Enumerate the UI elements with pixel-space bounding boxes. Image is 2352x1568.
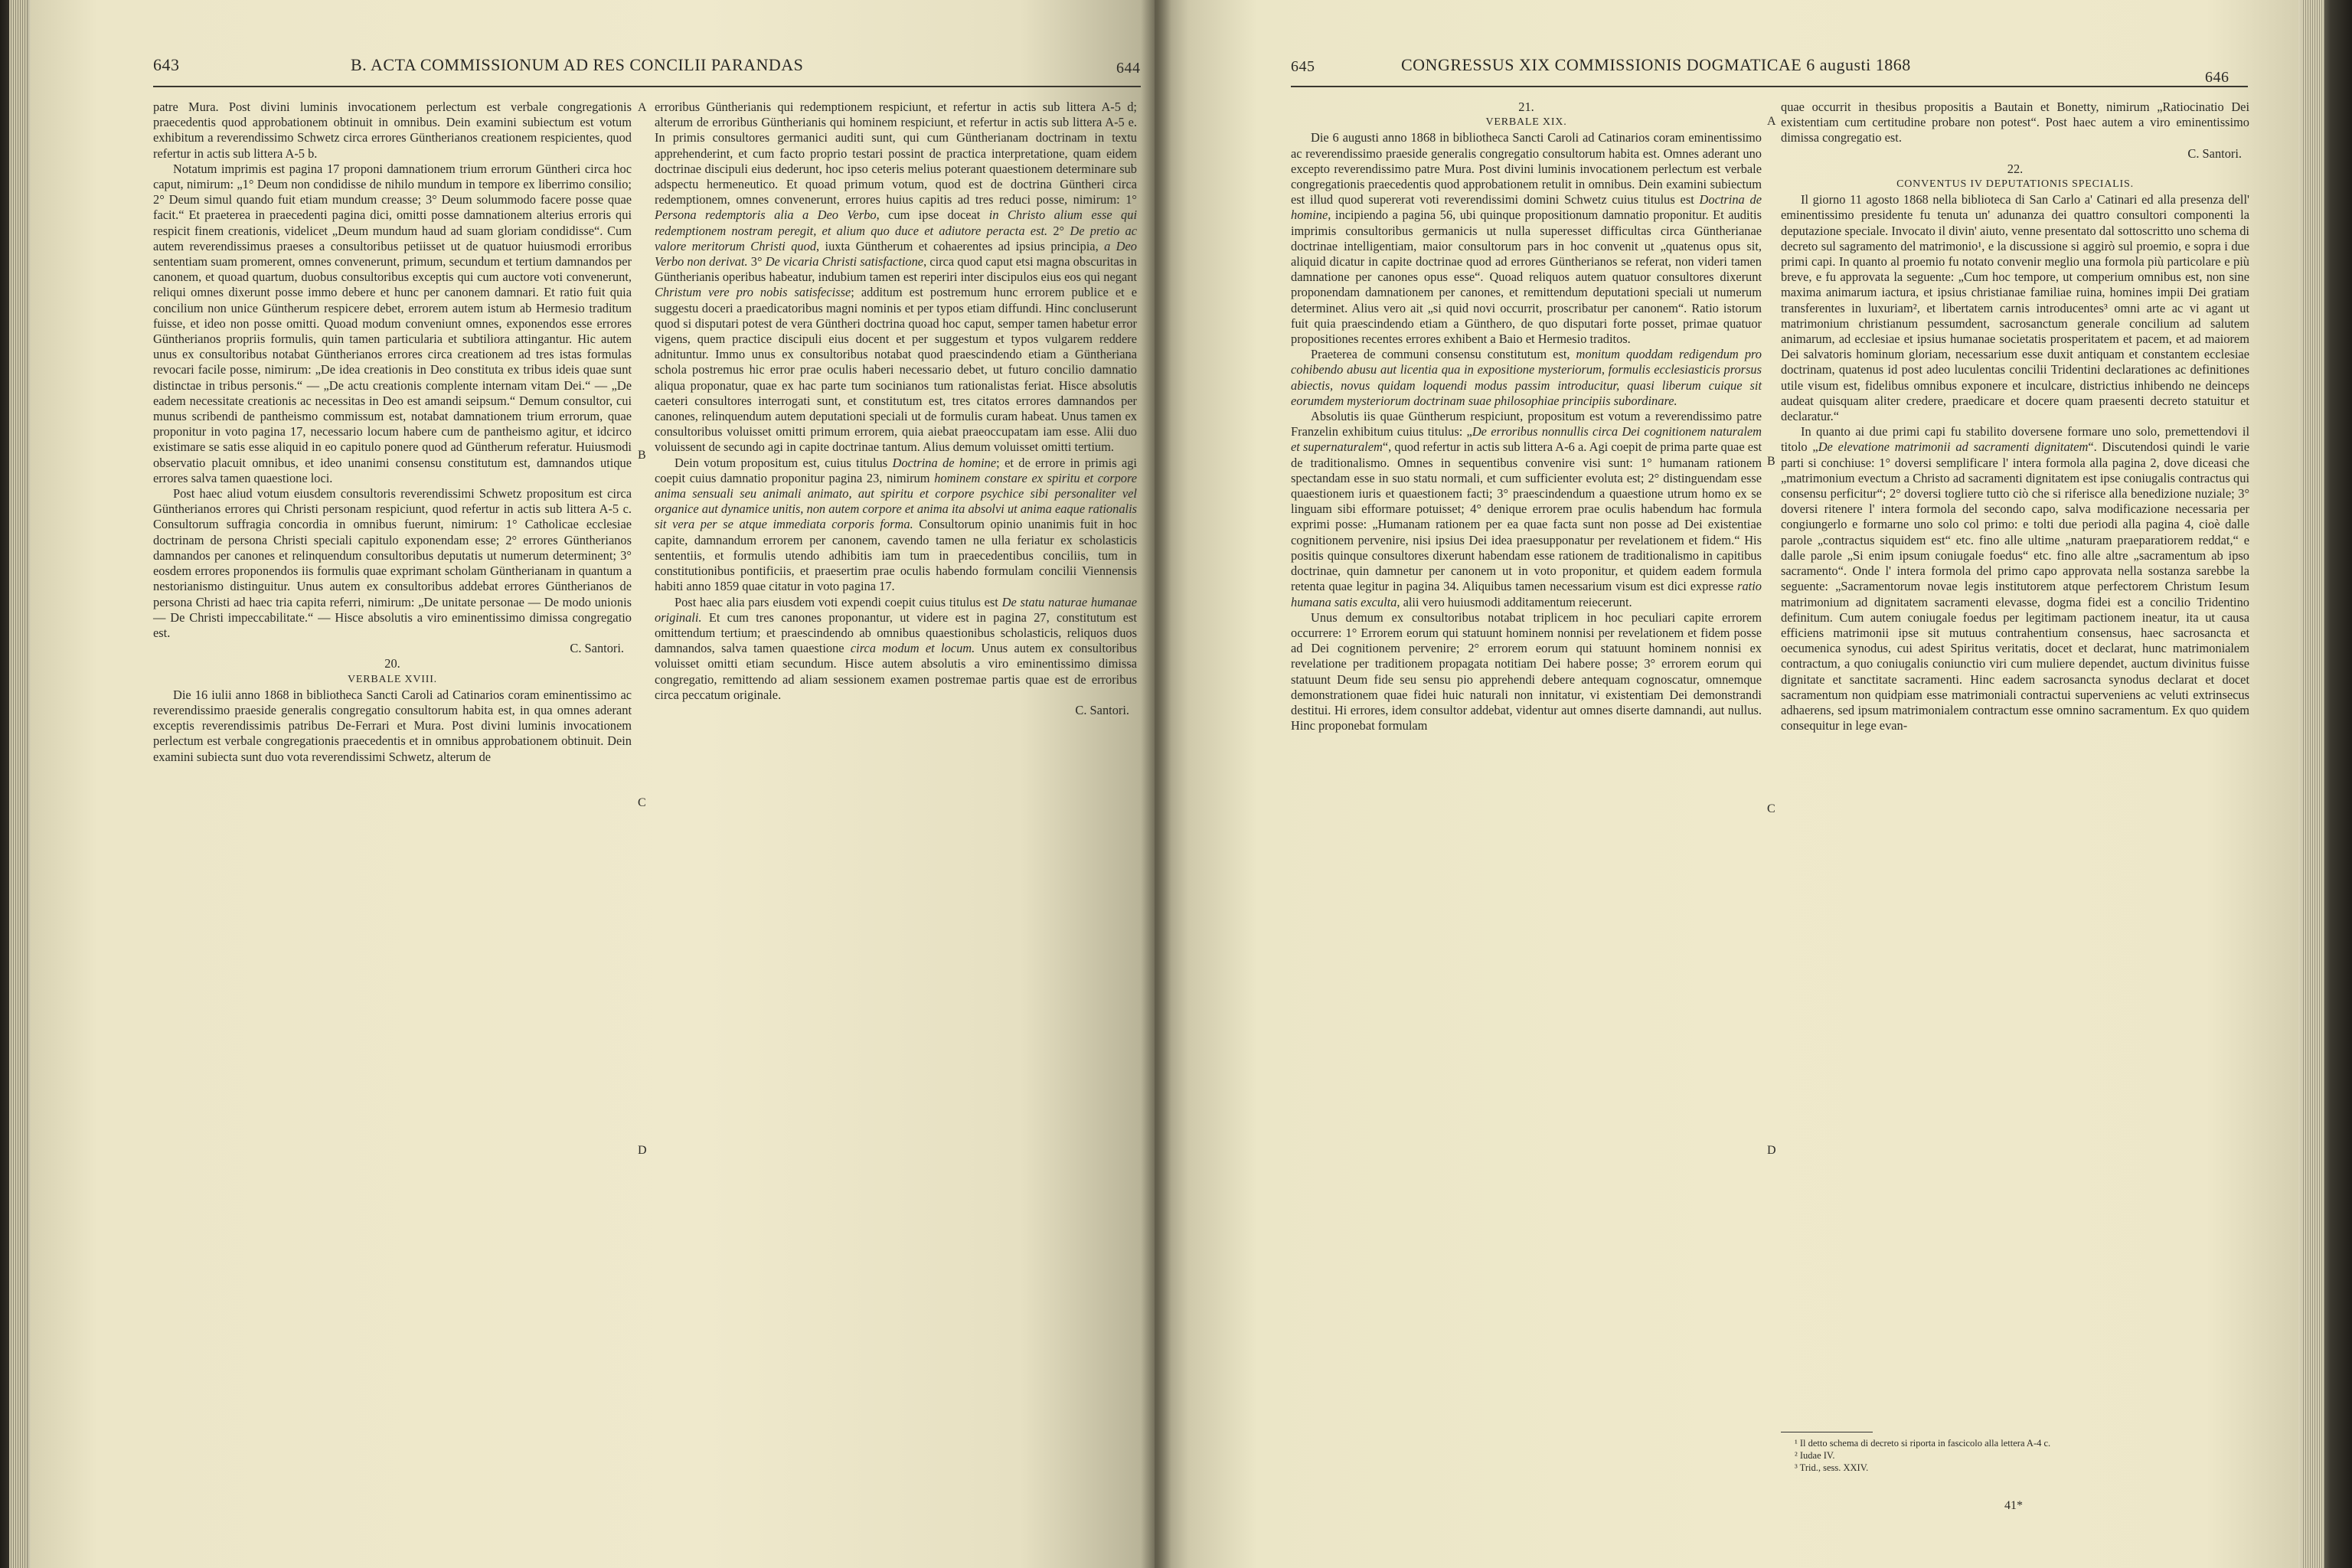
paragraph: Dein votum propositum est, cuius titulus Doctrina de homine; et de errore in primis agi coepit cuius damnatio proponitur pagina 23, nimirum hominem constare ex spiritu et corpore anima sensuali seu animali animato, aut spiritu et corpore psychice sibi personaliter vel organice aut dynamice unitis, non autem corpore et anima ita absolvi ut anima eaque rationalis sit vera per se atque immediata corporis forma. Consultorum opinio unanimis fuit in hoc capite, damnandum errorem per canonem, cavendo tamen ne ulla feriatur ex scholasticis sententiis, et formulis utendo adhibitis iam tum in praecedentibus conciliis, tum in constitutionibus pontificiis, et praesertim prae oculis habendo formulam concilii Viennensis habiti anno 1859 quae citatur in voto pagina 17. <box>655 455 1138 594</box>
book-gutter <box>1141 0 1171 1568</box>
section-number: 22. <box>2007 161 2024 176</box>
signature-mark: 41* <box>2004 1499 2023 1512</box>
footnote: ³ Trid., sess. XXIV. <box>1795 1462 1869 1473</box>
signature: C. Santori. <box>1075 702 1129 717</box>
section-number: 21. <box>1518 100 1534 114</box>
right-page-column-2 <box>1781 100 2249 733</box>
section-title: VERBALE XIX. <box>1485 116 1567 129</box>
left-page <box>31 0 1155 1568</box>
section-title: CONVENTUS IV DEPUTATIONIS SPECIALIS. <box>1896 178 2134 191</box>
margin-letter: D <box>638 1144 647 1157</box>
paragraph: quae occurrit in thesibus propositis a Bautain et Bonetty, nimirum „Ratiocinatio Dei existentiam cum certitudine probare non potest“. Post haec autem a viro eminentissimo dimissa congregatio est. <box>1781 100 2249 145</box>
left-page-header <box>31 55 1155 83</box>
paragraph: Praeterea de communi consensu constitutum est, monitum quoddam redigendum pro cohibendo abusu aut licentia qua in expositione mysteriorum, formulis ecclesiasticis prorsus abiectis, novus quidam loquendi modus passim introducitur, quasi liberum cuique sit eorumdem mysteriorum doctrinam suae philosophiae principiis subordinare. <box>1291 347 1762 408</box>
paragraph: Notatum imprimis est pagina 17 proponi damnationem trium errorum Güntheri circa hoc caput, nimirum: „1° Deum non condidisse de nihilo mundum in tempore ex liberrimo consilio; 2° Deum simul quando fuit etiam mundum creasse; 3° Deum solummodo facere posse quae facit.“ Et praeterea in praecedenti pagina dici, omitti posse damnationem alterius erroris qui respicit finem creationis, videlicet „Deum mundum haud ad suam gloriam condidisse“. Cum autem reverendissimus praeses a consultoribus petiisset ut de quatuor huiusmodi erroribus sententiam suam promerent, omnes convenerunt, primum, secundum et tertium damnandos per canonem, et quoad quartum, duobus consultoribus exceptis qui cum auctore voti convenerunt, reliqui omnes dixerunt posse immo debere et hunc per canonem damnari. Et ratio fuit quia concilium non unice Güntherum respicere debet, errorem autem istum ab Hermesio traditum fuisse, et ideo non posse omitti. Quoad modum conveniunt omnes, exponendos esse errores Güntherianos propriis formulis, quin tamen particularia et subtiliora attingantur. Hic autem unus ex consultoribus notabat Güntherianos errores circa creationem ad tres istas formulas revocari facile posse, nimirum: „De idea creationis in Deo constituta ex tribus ideis quae sunt distinctae in tribus personis.“ — „De actu creationis complente internam vitam Dei.“ — „De eadem necessitate creationis ac necessitas in Deo est amandi seipsum.“ Demum consultor, cui munus scribendi de pantheismo commissum est, notabat damnationem trium errorum, quae proponitur in voto pagina 17, necessario locum habere cum de pantheismo agitur, et idcirco existimare se satis esse aliquid in eo capitulo ponere quod ad Güntherum referatur. Huiusmodi observatio placuit omnibus, et ideo unanimi consensu constitutum est, damnandos utique errores salva tamen quaestione loci. <box>153 161 632 485</box>
margin-letter: A <box>638 101 647 114</box>
right-page-column-1 <box>1291 100 1762 733</box>
book-edge-right <box>2298 0 2352 1568</box>
left-page-column-2 <box>655 100 1137 718</box>
footnote: ¹ Il detto schema di decreto si riporta in fascicolo alla lettera A-4 c. <box>1795 1438 2051 1449</box>
page-number-644: 644 <box>1116 60 1141 77</box>
paragraph: Absolutis iis quae Güntherum respiciunt, propositum est votum a reverendissimo patre Franzelin exhibitum cuius titulus: „De erroribus nonnullis circa Dei cognitionem naturalem et supernaturalem“, quod refertur in actis sub littera A-6 a. Agi coepit de prima parte quae est de traditionalismo. Omnes in sequentibus convenire visi sunt: 1° humanam rationem spectandam esse in suo statu normali, et cum sufficienter evoluta est; 2° distinguendam esse quaestionem iuris et quaestionem facti; 3° praescindendum a quaestione utrum homo ex se linguam sibi efformare potuisset; 4° denique errorem prae oculis habendum hac formula exprimi posse: „Humanam rationem per ea quae facta sunt non posse ad Dei existentiae cognitionem pervenire, nisi ipsius Dei idea praesupponatur per revelationem et fidem.“ His positis quinque consultores dixerunt habendam esse rationem de traditionalismo in capitibus doctrinae, quin damnetur per canonem ut in voto proponitur, et quidem eadem formula retenta quae legitur in pagina 34. Aliquibus tamen necessarium visum est dici expresse ratio humana satis exculta, alii vero huiusmodi additamentum reiecerunt. <box>1291 409 1762 609</box>
book-edge-left <box>0 0 31 1568</box>
paragraph: Unus demum ex consultoribus notabat triplicem in hoc peculiari capite errorem occurrere: 1° Errorem eorum qui statuunt hominem nonnisi per revelationem et fidem posse ad Dei cognitionem pervenire; 2° errorem eorum qui statuunt hominem nonnisi ex revelatione per traditionem propagata notitiam Dei habere posse; 3° errorem eorum qui statuunt Deum fide seu sensu pio apprehendi debere antequam cognoscatur, omnemque demonstrationem quae fidei huic naturali non innitatur, vi existentiam Dei demonstrandi destitui. Hi errores, idem consultor addebat, videntur aut omnes diserte damnandi, aut nullus. Hinc proponebat formulam <box>1291 609 1762 733</box>
page-number-643: 643 <box>153 55 180 74</box>
page-number-646: 646 <box>2205 69 2230 86</box>
running-head-right: CONGRESSUS XIX COMMISSIONIS DOGMATICAE 6 augusti 1868 <box>1401 55 1911 74</box>
paragraph: erroribus Güntherianis qui redemptionem respiciunt, et refertur in actis sub littera A-5 d; alterum de erroribus Güntherianis qui hominem respiciunt, et refertur in actis sub littera A-5 e. In primis consultores germanici auditi sunt, qui cum Güntherianam doctrinam in textu apprehenderint, et cum facto proprio testari possint de practica interpretatione, quam eidem doctrinae discipuli eius dederunt, hoc ipso ceteris melius poterant quaestionem determinare sub adspectu hermeneutico. Et quoad primum votum, quod est de doctrina Güntheri circa redemptionem, omnes convenerunt, errores huius capitis ad tres reduci posse, nimirum: 1° Persona redemptoris alia a Deo Verbo, cum ipse doceat in Christo alium esse qui redemptionem nostram peregit, et alium quo duce et adiutore peracta est. 2° De pretio ac valore meritorum Christi quod, iuxta Güntherum et cohaerentes ad ipsius principia, a Deo Verbo non derivat. 3° De vicaria Christi satisfactione, circa quod caput etsi magna obscuritas in Güntherianis operibus habeatur, indubium tamen est reperiri inter discipulos eius eos qui negant Christum vere pro nobis satisfecisse; additum est postremum hunc errorem publice et e suggestu doceri a praedicatoribus magni nominis et per typos etiam diffundi. Hinc concluserunt quod si disputari potest de vera Güntheri doctrina quoad hoc caput, semper tamen habetur error vigens, quem practice discipuli eius docent et per suggestum et typos vulgarem reddere adnituntur. Immo unus ex consultoribus notabat quod praescindendo etiam a Güntheriana schola postremus hic error prae oculis haberi necessario debet, ut futuro concilio damnatio aliqua proponatur, quae ex hac parte tum socinianos tum rationalistas feriat. Hisce absolutis caeteri consultores interrogati sunt, et constitutum est, tres citatos errores damnandos per canones, relinquendum autem deputationi speciali ut de formulis curam habeat. Unus tamen ex consultoribus voluisset omitti primum errorem, quia aiebat praeoccupatam iam esse. Alii duo voluissent de secundo agi in capite doctrinae tantum. Alius demum voluisset omitti tertium. <box>655 100 1137 455</box>
paragraph: Die 6 augusti anno 1868 in bibliotheca Sancti Caroli ad Catinarios coram eminentissimo ac reverendissimo praeside generalis congregatio consultorum habita est. Omnes aderant uno excepto reverendissimo patre Mura. Post divini luminis invocationem perlectum est verbale congregationis praecedentis quod approbationem retulit in omnibus. Dein examini subiectum est illud quod supererat voti reverendissimi domini Schwetz cuius titulus est Doctrina de homine, incipiendo a pagina 56, ubi quinque propositionum damnatio proponitur. Et auditis imprimis consultoribus germanicis ut nulla superesset difficultas circa Güntherianae doctrinae intelligentiam, maior consultorum pars in hoc convenit ut „quatenus opus sit, aliquid dicatur in capite doctrinae quod ad errores Güntherianos se referat, non videri tamen damnatione per canones opus esse“. Quoad reliquos autem quatuor consultores dixerunt proponendam damnationem per canones, et remittendum deputationi speciali ut numerum determinet. Alius vero ait „si quid novi occurrit, proscribatur per canonem“. Ratio istorum fuit quia praescindendo etiam a Günthero, de quo disputari forte posset, primae quatuor propositiones recentes errores exhibent a Baio et Hermesio traditos. <box>1291 130 1762 347</box>
paragraph: Il giorno 11 agosto 1868 nella biblioteca di San Carlo a' Catinari ed alla presenza dell' eminentissimo presidente fu tenuta un' adunanza dei quattro consultori componenti la deputazione speciale. Invocato il divin' aiuto, venne presentato dal sottoscritto uno schema di decreto sul sagramento del matrimonio¹, e la discussione si aggirò sul proemio, e sopra i due primi capi. In quanto al proemio fu notato convenir meglio una formola più particolare e più breve, e fu approvata la seguente: „Cum hoc tempore, ut comperium omnibus est, non sine maxima animarum iactura, et ipsius christianae familiae ruina, homines impii Dei gratiam transferentes in luxuriam², et libertatem carnis introducentes³ omni arte ac vi agant ut matrimonium christianum pessumdent, sacrosanctum generale concilium ad salutem animarum, ad ecclesiae et ipsius humanae societatis prosperitatem et pacem, et ad maiorem Dei salvatoris hominum gloriam, necessarium esse duxit antiquam et constantem ecclesiae doctrinam, quatenus id post adeo luculentas concilii Tridentini declarationes ac definitiones utile visum est, fidelibus omnibus exponere et inculcare, districtius inhibendo ne deinceps audeat quisquam aliter credere, praedicare et docere quam praesenti decreto statuitur et declaratur.“ <box>1781 192 2249 424</box>
right-page <box>1155 0 2298 1568</box>
margin-letter: C <box>1767 802 1775 815</box>
margin-letter: C <box>638 796 646 809</box>
margin-letter: D <box>1767 1144 1776 1157</box>
signature: C. Santori. <box>2187 145 2242 161</box>
paragraph: Die 16 iulii anno 1868 in bibliotheca Sancti Caroli ad Catinarios coram eminentissimo ac reverendissimo praeside generalis congregatio consultorum habita est, in qua omnes aderant exceptis reverendissimis patribus De-Ferrari et Mura. Post divini luminis invocationem perlectum est verbale congregationis praecedentis et in omnibus approbationem obtinuit. Dein examini subiecta sunt duo vota reverendissimi Schwetz, alterum de <box>153 687 632 764</box>
paragraph: In quanto ai due primi capi fu stabilito doversene formare uno solo, premettendovi il titolo „De elevatione matrimonii ad sacramenti dignitatem“. Discutendosi quindi le varie parti si conchiuse: 1° doversi semplificare l' intera formola alla pagina 2, dove diceasi che „matrimonium evectum a Christo ad sacramenti dignitatem est ipse coniugalis contractus qui consensu perficitur“; 2° doversi togliere tutto ciò che si riferisce alla benedizione nuziale; 3° doversi ritenere l' intera formola del secondo capo, salva modificazione necessaria per congiungerlo e formarne uno solo col primo: e tolti due periodi alla pagina 4, cioè dalle parole „contractus siquidem est“ etc. fino alle ultime „naturam praeparatiorem reddat,“ e dalle parole „Si enim ipsum coniugale foedus“ etc. fino alle altre „sacramentum ab ipso sacramento“. Onde l' intera formola del primo capo approvata nella sostanza sarebbe la seguente: „Sacramentorum novae legis institutorem atque perfectorem Christum Iesum matrimonium ad dignitatem sacramenti elevasse, dogma fidei est a concilio Tridentino definitum. Cum autem coniugale foedus per legitimam pactionem ineatur, ita ut causa efficiens matrimonii ipse sit mutuus contrahentium consensus, haec sacrosancta et oecumenica synodus, cui adest Spiritus veritatis, docet et declarat, hunc matrimonialem contractum, a quo coniugalis coniunctio viri cum muliere dependet, auctum divinitus fuisse dignitate et sanctitate sacramenti. Hinc eadem sacrosancta synodus declarat et docet sacramentum non quidpiam esse matrimoniali contractui superveniens ac veluti extrinsecus adhaerens, sed ipsum matrimonialem contractum esse omnino sacramentum. Ex quo quidem consequitur in lege evan- <box>1781 424 2250 733</box>
section-title: VERBALE XVIII. <box>348 673 437 685</box>
margin-letter: B <box>638 449 646 462</box>
footnote: ² Iudae IV. <box>1795 1450 1835 1461</box>
paragraph: Post haec aliud votum eiusdem consultoris reverendissimi Schwetz propositum est circa Güntherianos errores qui Christi personam respiciunt, quod refertur in actis sub littera A-5 c. Consultorum suffragia concordia in omnibus fuerunt, nimirum: 1° Catholicae ecclesiae doctrinam de persona Christi speciali capitulo exponendam esse; 2° errores Güntherianos damnandos per canones et relinquendum consultoribus deputatis ut numerum determinent; 3° eosdem errores proponendos iis formulis quae exprimant scholam Güntherianam in quantum a nestorianismo distinguitur. Unus autem ex consultoribus addebat errores Güntherianos de persona Christi ad haec tria capita referri, nimirum: „De unitate personae — De modo unionis — De Christi impeccabilitate.“ — Hisce absolutis a viro eminentissimo dimissa congregatio est. <box>153 486 632 640</box>
section-number: 20. <box>384 656 400 671</box>
margin-letter: B <box>1767 455 1775 468</box>
paragraph: Post haec alia pars eiusdem voti expendi coepit cuius titulus est De statu naturae humanae originali. Et cum tres canones proponantur, ut videre est in pagina 27, constitutum est omittendum tertium; et praescindendo ab omnibus quaestionibus scholasticis, reliquos duos damnandos, salva tamen quaestione circa modum et locum. Unus autem ex consultoribus voluisset omitti etiam secundum. Hisce autem absolutis a viro eminentissimo dimissa congregatio, remittendo ad aliam sessionem examen postremae partis quae est de erroribus circa peccatum originale. <box>655 594 1138 702</box>
margin-letter: A <box>1767 115 1776 128</box>
header-rule-left <box>153 86 1141 87</box>
paragraph: patre Mura. Post divini luminis invocationem perlectum est verbale congregationis praecedentis quod approbationem obtinuit in omnibus. Dein examini subiectum est votum exhibitum a reverendissimo Schwetz circa errores Güntherianos creationem respicientes, quod refertur in actis sub littera A-5 b. <box>153 100 632 161</box>
running-head-left: B. ACTA COMMISSIONUM AD RES CONCILII PARANDAS <box>351 55 804 74</box>
signature: C. Santori. <box>570 641 624 656</box>
left-page-column-1 <box>153 100 632 765</box>
right-page-header <box>1155 55 2298 86</box>
header-rule-right <box>1291 86 2248 87</box>
page-number-645: 645 <box>1291 58 1315 75</box>
footnotes <box>1781 1432 2249 1474</box>
